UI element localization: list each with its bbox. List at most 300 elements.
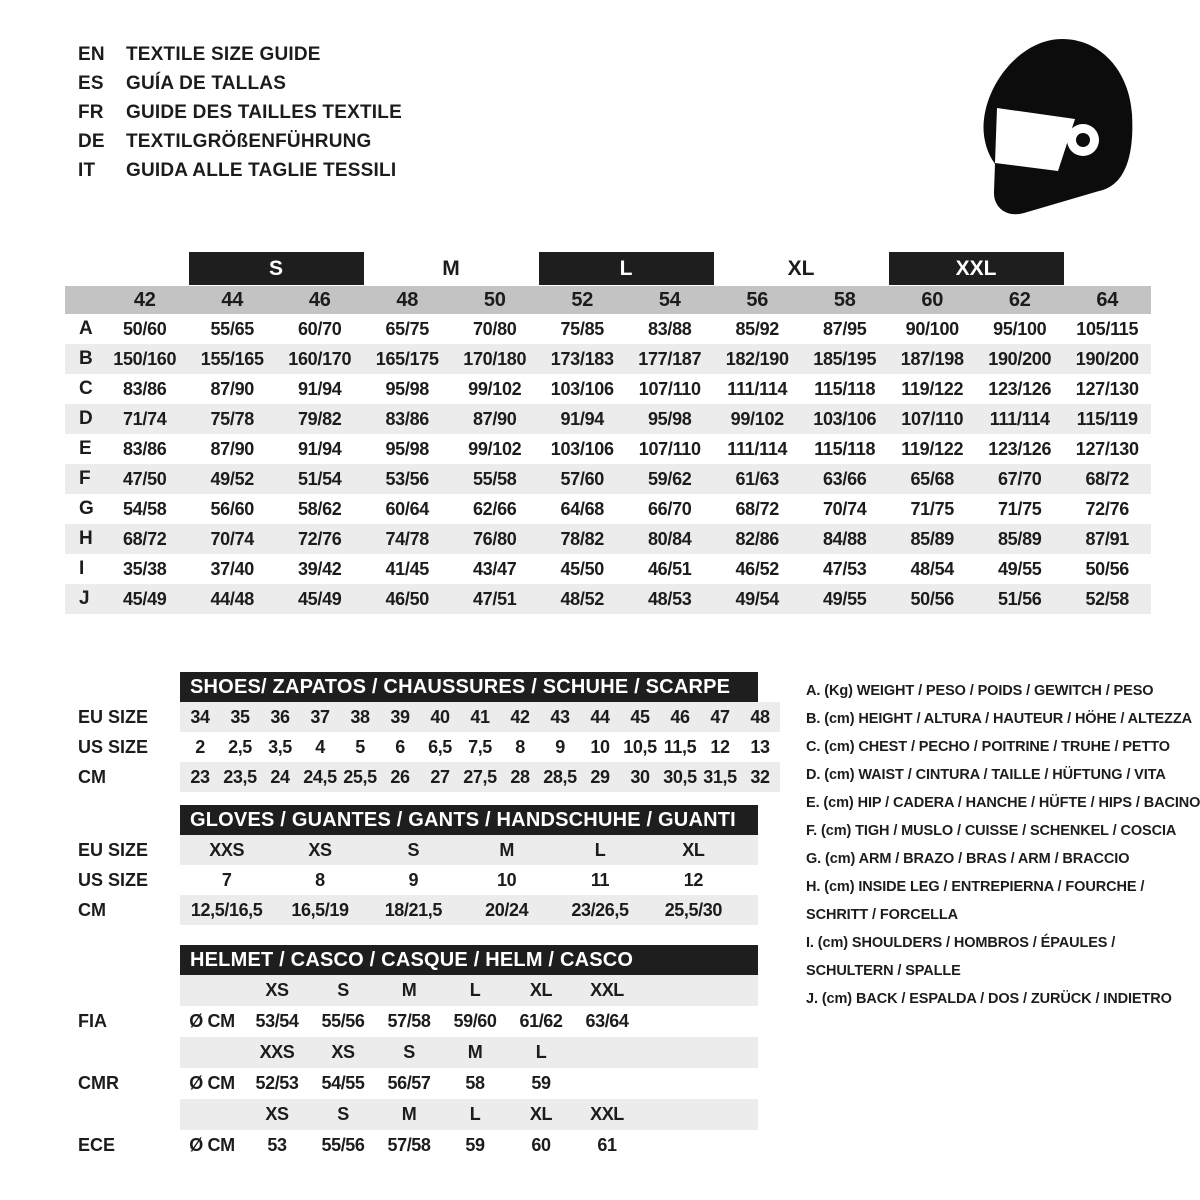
size-band-row [65, 252, 1151, 285]
row-values [180, 1068, 758, 1099]
size-value: 53/56 [385, 468, 430, 489]
size-value: 23 [190, 766, 210, 787]
row-label [65, 1037, 180, 1068]
row-label: CM [78, 766, 106, 787]
language-row [78, 40, 402, 69]
table-row [65, 895, 758, 925]
row-values [180, 1037, 758, 1068]
size-value: 103/106 [813, 408, 877, 429]
helmet-size-label: M [401, 980, 417, 1000]
size-value: 68/72 [122, 528, 167, 549]
helmet-size-label: L [469, 1104, 481, 1124]
measurement-legend [806, 677, 1200, 1013]
size-value: 105/115 [1076, 318, 1139, 339]
size-value: 10 [590, 736, 610, 757]
size-value: 65/75 [385, 318, 430, 339]
measurement-rows [65, 314, 1151, 614]
size-value: 32 [750, 766, 770, 787]
size-value: 55/58 [472, 468, 517, 489]
size-value: 90/100 [905, 318, 959, 339]
size-value: 123/126 [988, 378, 1052, 399]
size-value: 165/175 [375, 348, 439, 369]
size-value: 29 [590, 766, 610, 787]
row-band [180, 1006, 758, 1037]
row-label: B [79, 348, 93, 369]
row-label: E [79, 438, 92, 459]
size-value: 3,5 [268, 736, 292, 757]
size-value: 127/130 [1075, 378, 1139, 399]
size-value: 25,5 [343, 766, 377, 787]
legend-item: J. (cm) BACK / ESPALDA / DOS / ZURÜCK / INDIETRO [806, 991, 1172, 1007]
size-value: 127/130 [1075, 438, 1139, 459]
helmet-size-row [65, 1099, 758, 1130]
gloves-table [65, 805, 758, 925]
size-value: 107/110 [638, 438, 701, 459]
size-value: 35/38 [122, 558, 167, 579]
size-value: 76/80 [472, 528, 517, 549]
standard-label: CMR [78, 1073, 119, 1093]
size-value: 72/76 [1085, 498, 1130, 519]
row-values [180, 702, 780, 732]
size-value: S [407, 839, 420, 860]
language-code: IT [78, 160, 96, 181]
size-value: 82/86 [735, 528, 780, 549]
size-value: 99/102 [468, 378, 522, 399]
size-value: 54/55 [321, 1073, 365, 1093]
row-label: D [79, 408, 93, 429]
size-value: 79/82 [297, 408, 342, 429]
size-value: 6 [395, 736, 405, 757]
size-value: 47 [710, 706, 730, 727]
size-value: 7 [221, 869, 232, 890]
row-label: US SIZE [78, 869, 149, 890]
row-label: J [79, 588, 90, 609]
row-band [180, 732, 780, 762]
size-value: 71/75 [910, 498, 955, 519]
helmet-size-label: S [337, 1104, 349, 1124]
size-band-l: L [539, 252, 714, 285]
size-value: 10,5 [623, 736, 657, 757]
size-value: 182/190 [725, 348, 789, 369]
gloves-table-title: GLOVES / GUANTES / GANTS / HANDSCHUHE / GUANTI [180, 805, 758, 835]
table-row [65, 835, 758, 865]
row-label: A [79, 318, 93, 339]
row-label: C [79, 378, 93, 399]
size-value: 95/100 [993, 318, 1047, 339]
size-band-m: M [442, 256, 460, 280]
language-code: DE [78, 131, 105, 152]
size-value: 115/119 [1076, 408, 1138, 429]
size-value: 11,5 [663, 736, 697, 757]
size-value: 23,5 [223, 766, 257, 787]
size-value: 44 [590, 706, 610, 727]
guide-title: TEXTILGRÖßENFÜHRUNG [126, 131, 372, 152]
size-value: L [594, 839, 606, 860]
row-values [180, 835, 740, 865]
row-label: G [79, 498, 94, 519]
size-value: 30,5 [663, 766, 697, 787]
size-value: 59/62 [647, 468, 692, 489]
language-code: EN [78, 44, 105, 65]
size-value: 27 [430, 766, 450, 787]
row-band [180, 865, 758, 895]
row-label: H [79, 528, 93, 549]
language-row [78, 127, 402, 156]
size-value: 107/110 [901, 408, 964, 429]
size-value: 46/50 [385, 588, 430, 609]
row-label: EU SIZE [78, 839, 149, 860]
row-values [180, 865, 740, 895]
row-values [180, 1006, 758, 1037]
helmet-size-label [574, 1037, 640, 1068]
legend-item: C. (cm) CHEST / PECHO / POITRINE / TRUHE / PETTO [806, 739, 1170, 755]
helmet-size-label: XL [529, 980, 553, 1000]
table-row [65, 524, 1151, 554]
size-value: 18/21,5 [384, 899, 442, 920]
unit-spacer [180, 1099, 244, 1130]
size-value: 34 [190, 706, 210, 727]
size-value: 12 [710, 736, 730, 757]
size-value: 111/114 [989, 408, 1050, 429]
size-value: 20/24 [485, 899, 529, 920]
size-value: 7,5 [468, 736, 492, 757]
size-value: 49/55 [997, 558, 1042, 579]
size-column-header: 64 [1096, 288, 1119, 311]
size-value: 13 [750, 736, 770, 757]
size-value: 51/54 [297, 468, 342, 489]
size-value: 59 [465, 1135, 485, 1155]
helmet-size-label: XS [265, 1104, 289, 1124]
size-value: 16,5/19 [291, 899, 349, 920]
size-value: 107/110 [638, 378, 701, 399]
size-value: 46 [670, 706, 690, 727]
size-value: 83/86 [122, 378, 167, 399]
size-value: 85/92 [735, 318, 780, 339]
size-value: 46/52 [735, 558, 780, 579]
size-value: 190/200 [1075, 348, 1139, 369]
size-value: 47/51 [472, 588, 517, 609]
size-value: 39/42 [297, 558, 342, 579]
main-size-table [65, 252, 1151, 614]
unit-spacer [180, 1037, 244, 1068]
size-value: 57/58 [387, 1011, 431, 1031]
table-row [65, 434, 1151, 464]
size-value: 56/57 [387, 1073, 431, 1093]
size-value: 38 [350, 706, 370, 727]
size-value: 177/187 [638, 348, 702, 369]
size-value: 58/62 [297, 498, 342, 519]
helmet-size-label: L [535, 1042, 547, 1062]
size-band-xl: XL [787, 256, 815, 280]
size-value: 43 [550, 706, 570, 727]
size-value: 11 [590, 869, 610, 890]
size-value: 37 [310, 706, 330, 727]
size-value: 46/51 [647, 558, 692, 579]
size-value: 68/72 [1085, 468, 1130, 489]
helmet-size-row [65, 975, 758, 1006]
row-values [180, 1099, 758, 1130]
size-value: 91/94 [297, 438, 342, 459]
size-value: 85/89 [910, 528, 955, 549]
size-value: XL [682, 839, 705, 860]
table-row [65, 554, 1151, 584]
size-value: 84/88 [822, 528, 867, 549]
language-header [78, 40, 402, 185]
table-row [65, 584, 1151, 614]
row-label [65, 975, 180, 1006]
size-value: 63/64 [585, 1011, 629, 1031]
size-value: XS [308, 839, 332, 860]
size-value: 45/49 [122, 588, 167, 609]
table-row [65, 374, 1151, 404]
size-value: 185/195 [813, 348, 877, 369]
table-row [65, 464, 1151, 494]
size-value: 28,5 [543, 766, 577, 787]
size-value: 95/98 [385, 438, 430, 459]
size-value: 50/56 [1085, 558, 1130, 579]
helmet-size-label: XS [265, 980, 289, 1000]
size-value: 72/76 [297, 528, 342, 549]
size-value: 25,5/30 [664, 899, 722, 920]
row-label: EU SIZE [78, 706, 149, 727]
size-value: 61/63 [735, 468, 780, 489]
table-row [65, 344, 1151, 374]
size-value: 111/114 [727, 378, 788, 399]
size-value: 10 [497, 869, 517, 890]
size-value: 63/66 [822, 468, 867, 489]
size-value: 83/86 [385, 408, 430, 429]
size-value: 23/26,5 [571, 899, 629, 920]
size-value: 45/50 [560, 558, 605, 579]
row-label: US SIZE [78, 736, 149, 757]
size-band-xxl: XXL [889, 252, 1064, 285]
row-label: F [79, 468, 91, 489]
size-column-header: 44 [221, 288, 244, 311]
language-row [78, 98, 402, 127]
size-column-header: 52 [571, 288, 594, 311]
size-value: 48 [750, 706, 770, 727]
size-value: 173/183 [550, 348, 614, 369]
row-band [180, 835, 758, 865]
size-value: 52/58 [1085, 588, 1130, 609]
size-value: 83/88 [647, 318, 692, 339]
size-value: 8 [515, 736, 525, 757]
size-column-header: 54 [658, 288, 681, 311]
size-column-header: 46 [308, 288, 331, 311]
row-label: CM [78, 899, 106, 920]
row-values [180, 895, 740, 925]
size-value: 41/45 [385, 558, 430, 579]
row-band [180, 1037, 758, 1068]
row-values [180, 732, 780, 762]
size-value: 71/75 [997, 498, 1042, 519]
size-value: 59/60 [453, 1011, 497, 1031]
row-values [180, 975, 758, 1006]
legend-item: B. (cm) HEIGHT / ALTURA / HAUTEUR / HÖHE / ALTEZZA [806, 711, 1192, 727]
size-value: 47/50 [122, 468, 167, 489]
size-value: 58 [465, 1073, 485, 1093]
size-value: 75/85 [560, 318, 605, 339]
row-label [65, 1099, 180, 1130]
header-spacer [65, 286, 101, 314]
helmet-size-row [65, 1037, 758, 1068]
size-value: 55/65 [210, 318, 255, 339]
size-value: 2,5 [228, 736, 252, 757]
guide-title: GUIDE DES TAILLES TEXTILE [126, 102, 402, 123]
size-value: 60 [531, 1135, 551, 1155]
size-value: 103/106 [550, 438, 614, 459]
standard-label: ECE [78, 1135, 116, 1155]
size-number-header [65, 286, 1151, 314]
size-value: 85/89 [997, 528, 1042, 549]
size-value: 87/90 [210, 378, 255, 399]
size-value: 103/106 [550, 378, 614, 399]
helmet-size-label: S [403, 1042, 415, 1062]
size-value: 87/90 [472, 408, 517, 429]
table-row [65, 404, 1151, 434]
row-band [180, 762, 780, 792]
size-value [574, 1068, 640, 1099]
helmet-size-label: M [401, 1104, 417, 1124]
size-value: XXS [209, 839, 245, 860]
size-value: 9 [555, 736, 565, 757]
size-value: 68/72 [735, 498, 780, 519]
size-value: 53/54 [255, 1011, 299, 1031]
size-value: 45/49 [297, 588, 342, 609]
size-value: 66/70 [647, 498, 692, 519]
size-value: 78/82 [560, 528, 605, 549]
size-value: 190/200 [988, 348, 1052, 369]
size-value: 12 [683, 869, 703, 890]
size-column-header: 60 [921, 288, 944, 311]
size-value: 115/118 [814, 378, 876, 399]
size-value: 150/160 [113, 348, 177, 369]
helmet-value-row [65, 1130, 758, 1161]
size-value: 71/74 [122, 408, 167, 429]
size-value: 27,5 [463, 766, 497, 787]
unit-spacer [180, 975, 244, 1006]
size-value: 67/70 [997, 468, 1042, 489]
size-value: 75/78 [210, 408, 255, 429]
table-row [65, 732, 780, 762]
language-code: ES [78, 73, 104, 94]
helmet-size-label: XXL [590, 980, 624, 1000]
unit-label: Ø CM [189, 1011, 235, 1031]
size-value: 12,5/16,5 [190, 899, 263, 920]
size-value: 70/74 [822, 498, 867, 519]
table-row [65, 865, 758, 895]
helmet-size-label: L [469, 980, 481, 1000]
racing-helmet-icon [980, 36, 1136, 223]
row-band [180, 895, 758, 925]
size-value: 91/94 [560, 408, 605, 429]
size-value: 40 [430, 706, 450, 727]
standard-label: FIA [78, 1011, 107, 1031]
size-value: 61/62 [519, 1011, 563, 1031]
helmet-value-row [65, 1006, 758, 1037]
size-value: 48/54 [910, 558, 955, 579]
guide-title: GUÍA DE TALLAS [126, 73, 287, 94]
size-value: 52/53 [255, 1073, 299, 1093]
size-value: 53 [267, 1135, 287, 1155]
guide-title: TEXTILE SIZE GUIDE [126, 44, 321, 65]
legend-item: F. (cm) TIGH / MUSLO / CUISSE / SCHENKEL / COSCIA [806, 823, 1177, 839]
helmet-size-label: XL [529, 1104, 553, 1124]
row-band [180, 702, 780, 732]
helmet-size-label: XS [331, 1042, 355, 1062]
size-value: 60/64 [385, 498, 430, 519]
size-column-header: 42 [133, 288, 156, 311]
row-band [180, 1068, 758, 1099]
size-value: 87/95 [822, 318, 867, 339]
size-value: 56/60 [210, 498, 255, 519]
size-value: 123/126 [988, 438, 1052, 459]
size-value: 54/58 [122, 498, 167, 519]
size-value: 61 [597, 1135, 617, 1155]
size-value: 74/78 [385, 528, 430, 549]
size-value: 43/47 [472, 558, 517, 579]
size-value: 42 [510, 706, 530, 727]
size-value: 35 [230, 706, 250, 727]
size-value: 60/70 [297, 318, 342, 339]
size-value: 55/56 [321, 1135, 365, 1155]
size-value: 115/118 [814, 438, 876, 459]
size-value: 47/53 [822, 558, 867, 579]
size-value: 65/68 [910, 468, 955, 489]
size-value: 62/66 [472, 498, 517, 519]
size-value: 44/48 [210, 588, 255, 609]
size-column-header: 56 [746, 288, 769, 311]
size-column-header: 58 [833, 288, 856, 311]
size-value: 48/52 [560, 588, 605, 609]
size-value: 50/56 [910, 588, 955, 609]
table-row [65, 702, 780, 732]
size-value: 26 [390, 766, 410, 787]
row-values [180, 762, 780, 792]
size-column-header: 62 [1008, 288, 1031, 311]
guide-title: GUIDA ALLE TAGLIE TESSILI [126, 160, 397, 181]
helmet-table [65, 945, 758, 1161]
size-value: 70/80 [472, 318, 517, 339]
size-value: 8 [315, 869, 325, 890]
size-value: 83/86 [122, 438, 167, 459]
shoes-table [65, 672, 780, 792]
size-value: 37/40 [210, 558, 255, 579]
table-row [65, 762, 780, 792]
size-value: 45 [630, 706, 650, 727]
size-value: 48/53 [647, 588, 692, 609]
size-value: 6,5 [428, 736, 452, 757]
legend-item: I. (cm) SHOULDERS / HOMBROS / ÉPAULES / SCHULTERN / SPALLE [806, 935, 1116, 979]
language-code: FR [78, 102, 104, 123]
unit-label: Ø CM [189, 1135, 235, 1155]
size-value: 59 [531, 1073, 551, 1093]
row-label: I [79, 558, 85, 579]
size-value: 160/170 [288, 348, 352, 369]
size-value: 57/60 [560, 468, 605, 489]
size-value: 55/56 [321, 1011, 365, 1031]
helmet-table-title: HELMET / CASCO / CASQUE / HELM / CASCO [180, 945, 758, 975]
row-band [180, 1130, 758, 1161]
row-band [180, 1099, 758, 1130]
size-value: 4 [315, 736, 325, 757]
size-value: 187/198 [900, 348, 964, 369]
helmet-size-label: M [467, 1042, 483, 1062]
size-value: 30 [630, 766, 650, 787]
size-value: 31,5 [703, 766, 737, 787]
size-value: 51/56 [997, 588, 1042, 609]
size-value: 111/114 [727, 438, 788, 459]
